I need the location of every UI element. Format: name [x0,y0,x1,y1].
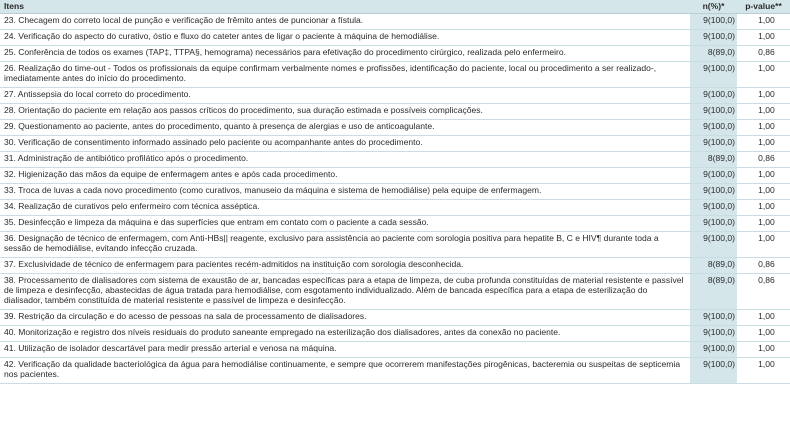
n-percent-value: 9(100,0) [690,88,737,104]
table-row [0,274,790,310]
p-value: 0,86 [737,258,790,274]
n-percent-value: 8(89,0) [690,152,737,168]
item-text: 37. Exclusividade de técnico de enfermagem para pacientes recém-admitidos na instituição com sorologia desconhecida. [0,258,690,274]
header-items: Itens [0,0,690,14]
p-value: 1,00 [737,184,790,200]
item-text: 30. Verificação de consentimento informado assinado pelo paciente ou acompanhante antes do procedimento. [0,136,690,152]
item-text: 39. Restrição da circulação e do acesso de pessoas na sala de processamento de dialisadores. [0,310,690,326]
p-value: 0,86 [737,274,790,310]
item-text: 31. Administração de antibiótico profilático após o procedimento. [0,152,690,168]
item-text: 40. Monitorização e registro dos níveis residuais do produto saneante empregado na esterilização dos dialisadores, antes da conexão no paciente. [0,326,690,342]
n-percent-value: 9(100,0) [690,326,737,342]
p-value: 1,00 [737,326,790,342]
n-percent-value: 9(100,0) [690,168,737,184]
table-row [0,136,790,152]
item-text: 42. Verificação da qualidade bacteriológica da água para hemodiálise continuamente, e sempre que ocorrerem manifestações pirogênicas, bacteremia ou suspeitas de septicemia nos pacientes. [0,358,690,384]
n-percent-value: 9(100,0) [690,184,737,200]
p-value: 1,00 [737,62,790,88]
n-percent-value: 9(100,0) [690,62,737,88]
p-value: 1,00 [737,342,790,358]
item-text: 32. Higienização das mãos da equipe de enfermagem antes e após cada procedimento. [0,168,690,184]
header-n-percent: n(%)* [690,0,737,14]
table-row [0,342,790,358]
p-value: 1,00 [737,310,790,326]
n-percent-value: 9(100,0) [690,104,737,120]
item-text: 41. Utilização de isolador descartável para medir pressão arterial e venosa na máquina. [0,342,690,358]
header-p-value: p-value** [737,0,790,14]
p-value: 1,00 [737,136,790,152]
item-text: 33. Troca de luvas a cada novo procedimento (como curativos, manuseio da máquina e sistema de hemodiálise) pela equipe de enfermagem. [0,184,690,200]
item-text: 28. Orientação do paciente em relação aos passos críticos do procedimento, sua duração estimada e possíveis complicações. [0,104,690,120]
table-header-row [0,0,790,14]
n-percent-value: 9(100,0) [690,232,737,258]
table-row [0,184,790,200]
table-row [0,152,790,168]
n-percent-value: 9(100,0) [690,310,737,326]
p-value: 1,00 [737,216,790,232]
table-row [0,358,790,384]
table-row [0,62,790,88]
n-percent-value: 9(100,0) [690,200,737,216]
table-row [0,30,790,46]
p-value: 1,00 [737,200,790,216]
item-text: 35. Desinfecção e limpeza da máquina e das superfícies que entram em contato com o paciente a cada sessão. [0,216,690,232]
p-value: 0,86 [737,46,790,62]
p-value: 1,00 [737,168,790,184]
item-text: 36. Designação de técnico de enfermagem, com Anti-HBs|| reagente, exclusivo para assistência ao paciente com sorologia positiva para hepatite B, C e HIV¶ durante toda a sessão de hemodiálise, evitando infecção cruzada. [0,232,690,258]
table-row [0,232,790,258]
item-text: 34. Realização de curativos pelo enfermeiro com técnica asséptica. [0,200,690,216]
table-row [0,88,790,104]
table-row [0,258,790,274]
table-row [0,104,790,120]
p-value: 1,00 [737,120,790,136]
n-percent-value: 8(89,0) [690,258,737,274]
item-text: 29. Questionamento ao paciente, antes do procedimento, quanto à presença de alergias e uso de anticoagulante. [0,120,690,136]
p-value: 1,00 [737,232,790,258]
n-percent-value: 9(100,0) [690,136,737,152]
table-row [0,168,790,184]
n-percent-value: 9(100,0) [690,358,737,384]
item-text: 38. Processamento de dialisadores com sistema de exaustão de ar, bancadas específicas para a etapa de limpeza, de cuba profunda constituídas de material resistente e passível de limpeza e desinfecção, abastecidas de água tratada para hemodiálise, com esgotamento individualizado. Além de bancada específica para a etapa de esterilização do dialisador, também constituída de material resistente e passível de limpeza e desinfecção. [0,274,690,310]
n-percent-value: 9(100,0) [690,30,737,46]
table-row [0,310,790,326]
n-percent-value: 9(100,0) [690,120,737,136]
item-text: 23. Checagem do correto local de punção e verificação de frêmito antes de puncionar a fístula. [0,14,690,30]
item-text: 24. Verificação do aspecto do curativo, óstio e fluxo do cateter antes de ligar o paciente à máquina de hemodiálise. [0,30,690,46]
p-value: 1,00 [737,30,790,46]
n-percent-value: 9(100,0) [690,14,737,30]
p-value: 1,00 [737,88,790,104]
table-row [0,200,790,216]
p-value: 0,86 [737,152,790,168]
item-text: 27. Antissepsia do local correto do procedimento. [0,88,690,104]
n-percent-value: 9(100,0) [690,216,737,232]
n-percent-value: 9(100,0) [690,342,737,358]
table-row [0,120,790,136]
item-text: 26. Realização do time-out - Todos os profissionais da equipe confirmam verbalmente nomes e profissões, identificação do paciente, local ou procedimento a ser realizado-, imediatamente antes do início do procedimento. [0,62,690,88]
n-percent-value: 8(89,0) [690,274,737,310]
table-row [0,326,790,342]
n-percent-value: 8(89,0) [690,46,737,62]
p-value: 1,00 [737,14,790,30]
table-row [0,216,790,232]
table-row [0,46,790,62]
p-value: 1,00 [737,358,790,384]
table-row [0,14,790,30]
p-value: 1,00 [737,104,790,120]
item-text: 25. Conferência de todos os exames (TAP‡, TTPA§, hemograma) necessários para efetivação do procedimento cirúrgico, realizada pelo enfermeiro. [0,46,690,62]
